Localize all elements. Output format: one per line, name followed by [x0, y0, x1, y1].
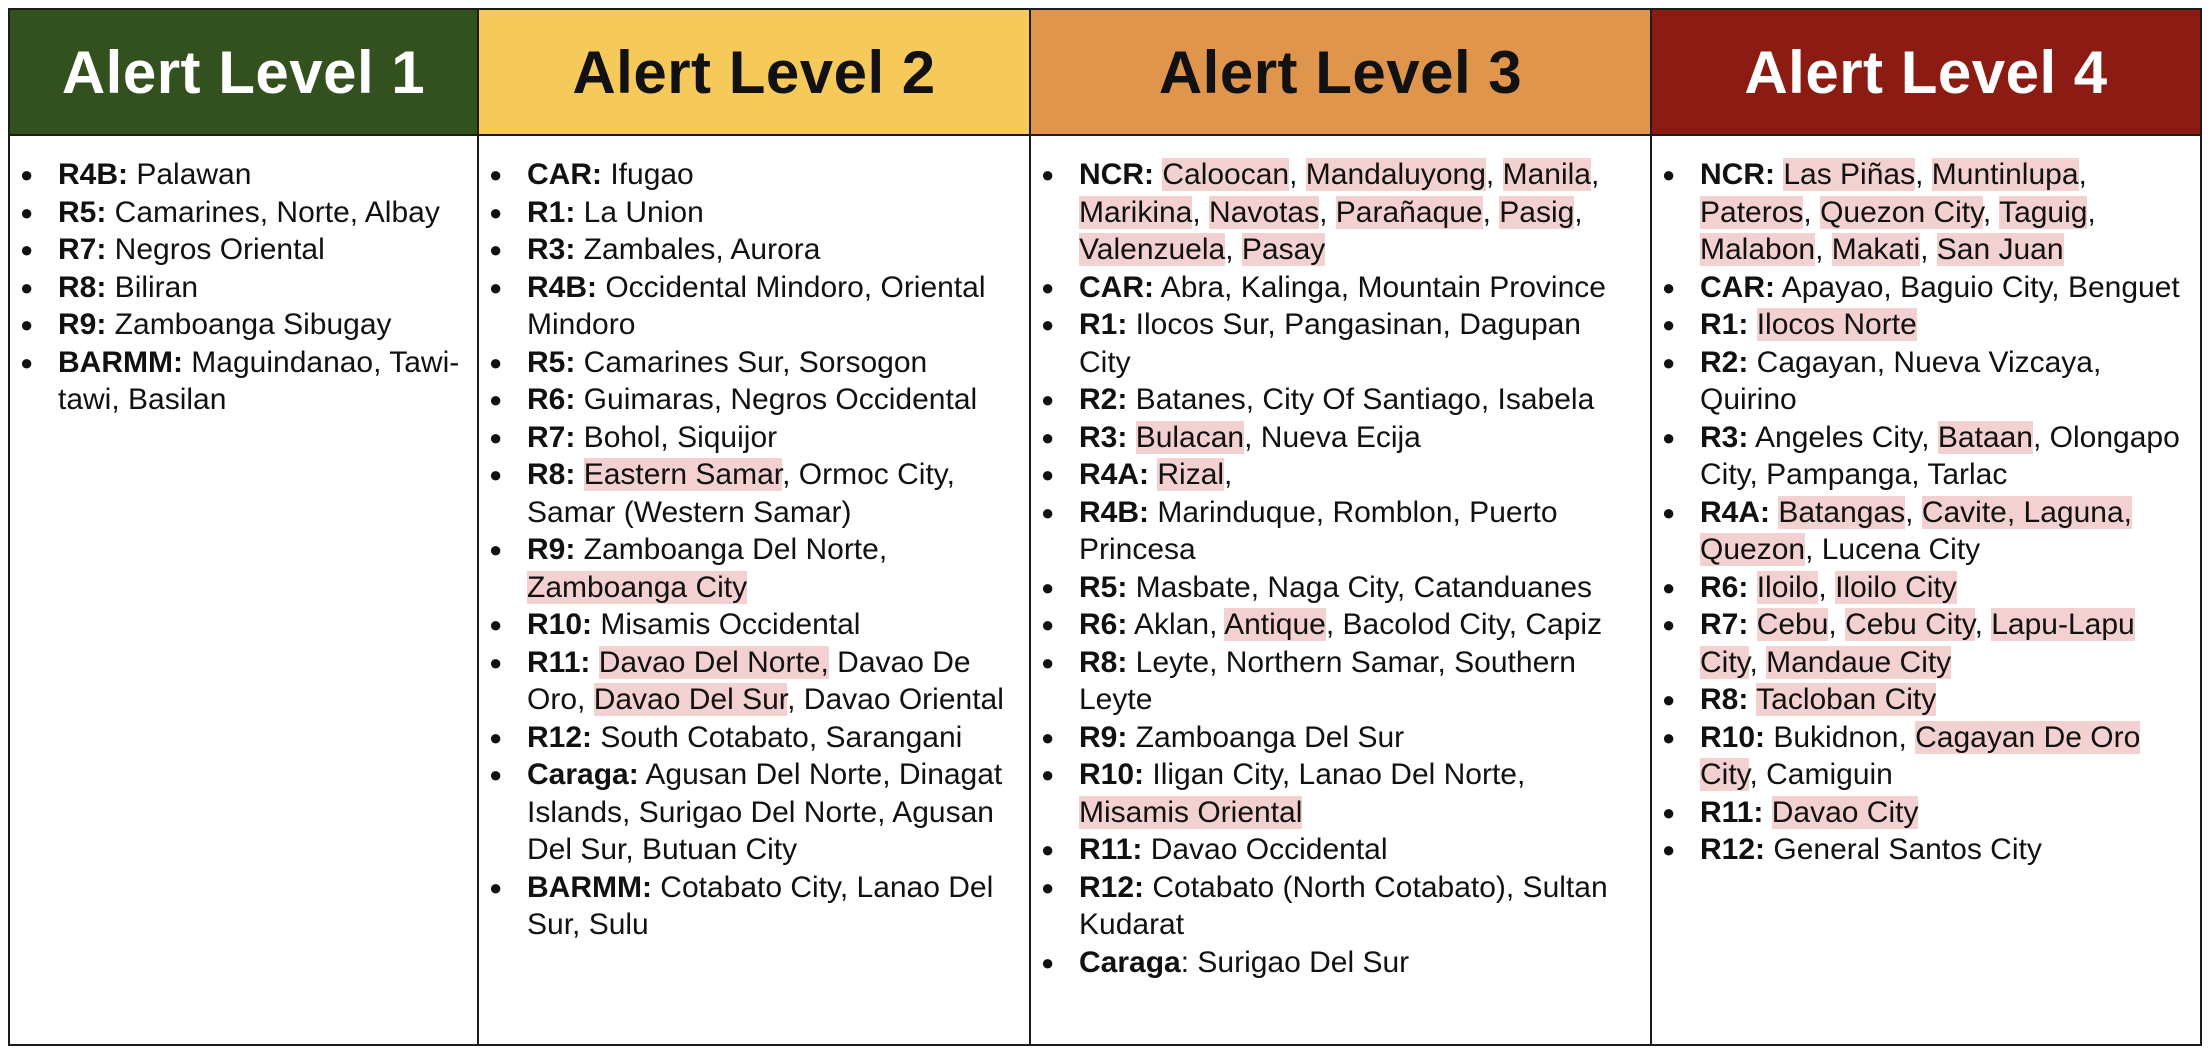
region-code: R11:: [527, 645, 591, 679]
area-name: , Davao Oriental: [787, 683, 1004, 716]
region-entry: [527, 419, 1013, 457]
area-name: ,: [1224, 458, 1233, 491]
area-name: [575, 458, 583, 491]
area-name: , Olongapo City, Pampanga, Tarlac: [1700, 420, 2180, 491]
region-entry: [1700, 794, 2184, 832]
region-code: R4B:: [1079, 495, 1150, 529]
highlighted-area-name: Muntinlupa: [1931, 158, 2079, 191]
body-row: [9, 135, 2201, 1045]
area-name: ,: [1905, 495, 1922, 529]
area-name: ,: [1974, 608, 1992, 641]
region-entry: [1700, 156, 2184, 269]
highlighted-area-name: Mandaue City: [1766, 645, 1952, 679]
region-code: R2:: [1700, 345, 1749, 379]
highlighted-area-name: Batangas: [1778, 495, 1906, 529]
highlighted-area-name: Makati: [1831, 233, 1921, 266]
area-name: Maguindanao, Tawi-tawi, Basilan: [58, 345, 460, 416]
region-code: R8:: [527, 458, 576, 491]
area-name: Batanes, City Of Santiago, Isabela: [1127, 383, 1595, 416]
area-name: Occidental Mindoro, Oriental Mindoro: [527, 270, 986, 341]
region-code: R9:: [1079, 720, 1128, 754]
highlighted-area-name: Davao Del Sur: [593, 683, 788, 716]
region-entry: [58, 231, 461, 269]
alert-level-1-list: [10, 136, 477, 419]
region-code: R10:: [1700, 720, 1766, 754]
region-entry: [527, 719, 1013, 757]
area-name: ,: [1319, 195, 1336, 229]
area-name: , Ormoc City, Samar (Western Samar): [527, 458, 955, 529]
area-name: ,: [1574, 195, 1583, 229]
region-code: R3:: [1079, 420, 1128, 454]
region-entry: [527, 231, 1013, 269]
region-code: BARMM:: [58, 345, 183, 379]
highlighted-area-name: Malabon: [1700, 233, 1816, 266]
highlighted-area-name: Cebu City: [1845, 608, 1975, 641]
area-name: La Union: [575, 195, 704, 229]
area-name: Abra, Kalinga, Mountain Province: [1154, 270, 1606, 304]
area-name: [1127, 421, 1135, 454]
region-code: BARMM:: [527, 870, 652, 904]
area-name: , Camiguin: [1749, 758, 1893, 791]
area-name: ,: [1289, 158, 1306, 191]
area-name: Ilocos Sur, Pangasinan, Dagupan City: [1079, 308, 1581, 379]
area-name: ,: [1192, 195, 1210, 229]
region-entry: [527, 644, 1013, 719]
highlighted-area-name: Mandaluyong: [1305, 158, 1486, 191]
area-name: ,: [1590, 158, 1600, 191]
area-name: ,: [1920, 233, 1937, 266]
area-name: Bukidnon,: [1765, 720, 1916, 754]
area-name: Zambales, Aurora: [575, 233, 821, 266]
alert-level-3-list: [1031, 136, 1650, 981]
region-entry: [1700, 606, 2184, 681]
area-name: Misamis Occidental: [592, 608, 861, 641]
area-name: [1748, 608, 1756, 641]
highlighted-area-name: Antique: [1224, 608, 1326, 641]
highlighted-area-name: Iloilo: [1756, 570, 1819, 604]
region-entry: [1079, 381, 1634, 419]
highlighted-area-name: Zamboanga City: [527, 570, 748, 604]
highlighted-area-name: Taguig: [1999, 195, 2088, 229]
region-code: R6:: [1079, 608, 1128, 641]
area-name: ,: [1225, 233, 1242, 266]
alert-level-1-header: Alert Level 1: [9, 9, 478, 135]
area-name: Davao Occidental: [1142, 833, 1388, 866]
region-entry: [1079, 456, 1634, 494]
area-name: Cotabato City, Lanao Del Sur, Sulu: [527, 870, 994, 941]
highlighted-area-name: Parañaque: [1335, 195, 1483, 229]
area-name: Aklan,: [1127, 608, 1225, 641]
area-name: Zamboanga Del Norte,: [575, 533, 888, 566]
area-name: Agusan Del Norte, Dinagat Islands, Surigao Del Norte, Agusan Del Sur, Butuan City: [527, 758, 1003, 866]
region-code: R7:: [527, 420, 576, 454]
area-name: Camarines, Norte, Albay: [106, 195, 440, 229]
highlighted-area-name: Manila: [1502, 158, 1591, 191]
region-entry: [1079, 306, 1634, 381]
region-code: R9:: [527, 533, 576, 566]
region-entry: [1079, 419, 1634, 457]
region-code: NCR:: [1079, 158, 1154, 191]
area-name: ,: [1915, 158, 1932, 191]
area-name: ,: [1485, 158, 1503, 191]
region-code: R8:: [1079, 645, 1128, 679]
region-code: R4B:: [527, 270, 598, 304]
region-entry: [1079, 831, 1634, 869]
region-entry: [1700, 494, 2184, 569]
region-code: R12:: [1079, 870, 1145, 904]
region-code: R10:: [527, 608, 593, 641]
region-entry: [1700, 306, 2184, 344]
region-entry: [58, 156, 461, 194]
highlighted-area-name: Quezon City: [1820, 195, 1983, 229]
area-name: Zamboanga Del Sur: [1127, 720, 1405, 754]
region-code: R8:: [58, 270, 107, 304]
region-code: R12:: [1700, 833, 1766, 866]
alert-level-3-cell: [1030, 135, 1651, 1045]
region-code: R5:: [58, 195, 107, 229]
alert-level-3-header: Alert Level 3: [1030, 9, 1651, 135]
alert-level-4-cell: [1651, 135, 2201, 1045]
area-name: ,: [1828, 608, 1846, 641]
highlighted-area-name: Tacloban City: [1756, 683, 1937, 716]
area-name: Apayao, Baguio City, Benguet: [1775, 270, 2180, 304]
region-entry: [527, 194, 1013, 232]
region-entry: [1700, 419, 2184, 494]
region-code: Caraga: [1079, 945, 1181, 979]
highlighted-area-name: Bulacan: [1135, 420, 1245, 454]
highlighted-area-name: Ilocos Norte: [1756, 308, 1917, 341]
area-name: Davao De Oro,: [527, 645, 971, 716]
region-entry: [58, 306, 461, 344]
region-code: R4A:: [1079, 458, 1150, 491]
region-code: R11:: [1079, 833, 1143, 866]
region-code: R5:: [527, 345, 576, 379]
region-entry: [1079, 756, 1634, 831]
region-entry: [527, 269, 1013, 344]
region-code: R2:: [1079, 383, 1128, 416]
region-entry: [1700, 344, 2184, 419]
region-entry: [58, 194, 461, 232]
area-name: Cotabato (North Cotabato), Sultan Kudarat: [1079, 870, 1608, 941]
highlighted-area-name: Lapu-Lapu City: [1700, 608, 2135, 679]
highlighted-area-name: Davao City: [1771, 795, 1919, 829]
header-row: [9, 9, 2201, 135]
region-code: R3:: [527, 233, 576, 266]
highlighted-area-name: Iloilo City: [1835, 570, 1957, 604]
highlighted-area-name: Navotas: [1209, 195, 1320, 229]
area-name: , Nueva Ecija: [1244, 420, 1421, 454]
region-entry: [1079, 156, 1634, 269]
area-name: [590, 646, 598, 679]
highlighted-area-name: Valenzuela: [1079, 233, 1226, 266]
region-entry: [527, 869, 1013, 944]
area-name: South Cotabato, Sarangani: [592, 720, 963, 754]
region-code: R11:: [1700, 795, 1764, 829]
area-name: Leyte, Northern Samar, Southern Leyte: [1079, 645, 1576, 716]
area-name: Angeles City,: [1748, 420, 1938, 454]
alert-level-4-list: [1652, 136, 2200, 869]
region-code: R1:: [1079, 308, 1128, 341]
region-code: NCR:: [1700, 158, 1775, 191]
region-entry: [1700, 569, 2184, 607]
area-name: [1763, 796, 1771, 829]
region-entry: [527, 156, 1013, 194]
region-code: CAR:: [1700, 270, 1775, 304]
region-code: R6:: [1700, 570, 1749, 604]
region-entry: [58, 269, 461, 307]
highlighted-area-name: Caloocan: [1162, 158, 1290, 191]
region-code: R7:: [58, 233, 107, 266]
area-name: ,: [1749, 645, 1767, 679]
area-name: Iligan City, Lanao Del Norte,: [1144, 758, 1526, 791]
area-name: [1748, 308, 1756, 341]
area-name: Bohol, Siquijor: [575, 420, 778, 454]
highlighted-area-name: Bataan: [1937, 420, 2033, 454]
region-code: R12:: [527, 720, 593, 754]
region-entry: [527, 606, 1013, 644]
region-entry: [1079, 494, 1634, 569]
alert-level-2-header: Alert Level 2: [478, 9, 1030, 135]
region-entry: [1700, 719, 2184, 794]
highlighted-area-name: Rizal: [1157, 458, 1225, 491]
area-name: Cagayan, Nueva Vizcaya, Quirino: [1700, 345, 2102, 416]
region-entry: [1079, 644, 1634, 719]
region-entry: [527, 531, 1013, 606]
region-entry: [527, 381, 1013, 419]
region-entry: [1700, 269, 2184, 307]
area-name: Ifugao: [602, 158, 694, 191]
region-code: R1:: [527, 195, 576, 229]
region-entry: [1079, 269, 1634, 307]
highlighted-area-name: Eastern Samar: [583, 458, 783, 491]
region-entry: [1079, 606, 1634, 644]
alert-level-4-header: Alert Level 4: [1651, 9, 2201, 135]
region-entry: [527, 344, 1013, 382]
region-code: R3:: [1700, 420, 1749, 454]
region-code: R4B:: [58, 158, 129, 191]
region-entry: [1079, 719, 1634, 757]
highlighted-area-name: Pasay: [1241, 233, 1326, 266]
region-code: Caraga:: [527, 758, 639, 791]
area-name: Camarines Sur, Sorsogon: [575, 345, 928, 379]
region-code: R9:: [58, 308, 107, 341]
region-code: R4A:: [1700, 495, 1771, 529]
highlighted-area-name: Cagayan De Oro City: [1700, 720, 2141, 791]
area-name: , Bacolod City, Capiz: [1325, 608, 1603, 641]
region-entry: [1079, 869, 1634, 944]
alert-level-table: [8, 8, 2202, 1046]
area-name: ,: [1982, 195, 2000, 229]
region-code: R8:: [1700, 683, 1749, 716]
region-code: R1:: [1700, 308, 1749, 341]
area-name: Masbate, Naga City, Catanduanes: [1127, 570, 1593, 604]
region-code: CAR:: [527, 158, 602, 191]
region-code: CAR:: [1079, 270, 1154, 304]
area-name: ,: [2078, 158, 2087, 191]
highlighted-area-name: Davao Del Norte,: [598, 645, 829, 679]
area-name: Marinduque, Romblon, Puerto Princesa: [1079, 495, 1558, 566]
highlighted-area-name: Cebu: [1756, 608, 1829, 641]
highlighted-area-name: Pasig: [1499, 195, 1575, 229]
area-name: Zamboanga Sibugay: [106, 308, 392, 341]
area-name: [1748, 571, 1756, 604]
area-name: ,: [1803, 195, 1821, 229]
area-name: ,: [1818, 570, 1836, 604]
region-entry: [527, 756, 1013, 869]
alert-level-2-list: [479, 136, 1029, 944]
area-name: Guimaras, Negros Occidental: [575, 383, 978, 416]
region-code: R10:: [1079, 758, 1145, 791]
highlighted-area-name: Cavite, Laguna, Quezon: [1700, 495, 2132, 566]
area-name: General Santos City: [1765, 833, 2042, 866]
highlighted-area-name: Marikina: [1079, 195, 1193, 229]
region-entry: [527, 456, 1013, 531]
region-code: R6:: [527, 383, 576, 416]
area-name: ,: [1815, 233, 1832, 266]
area-name: [1748, 683, 1756, 716]
region-entry: [1700, 681, 2184, 719]
area-name: , Lucena City: [1805, 533, 1981, 566]
region-entry: [1700, 831, 2184, 869]
region-entry: [1079, 569, 1634, 607]
region-entry: [58, 344, 461, 419]
area-name: ,: [2087, 195, 2096, 229]
highlighted-area-name: Misamis Oriental: [1079, 795, 1303, 829]
highlighted-area-name: Las Piñas: [1783, 158, 1916, 191]
area-name: : Surigao Del Sur: [1180, 945, 1410, 979]
area-name: Negros Oriental: [106, 233, 325, 266]
alert-level-2-cell: [478, 135, 1030, 1045]
region-code: R7:: [1700, 608, 1749, 641]
alert-level-1-cell: [9, 135, 478, 1045]
highlighted-area-name: San Juan: [1936, 233, 2064, 266]
area-name: Palawan: [128, 158, 252, 191]
highlighted-area-name: Pateros: [1700, 195, 1804, 229]
area-name: ,: [1482, 195, 1500, 229]
region-code: R5:: [1079, 570, 1128, 604]
area-name: Biliran: [106, 270, 199, 304]
region-entry: [1079, 944, 1634, 982]
